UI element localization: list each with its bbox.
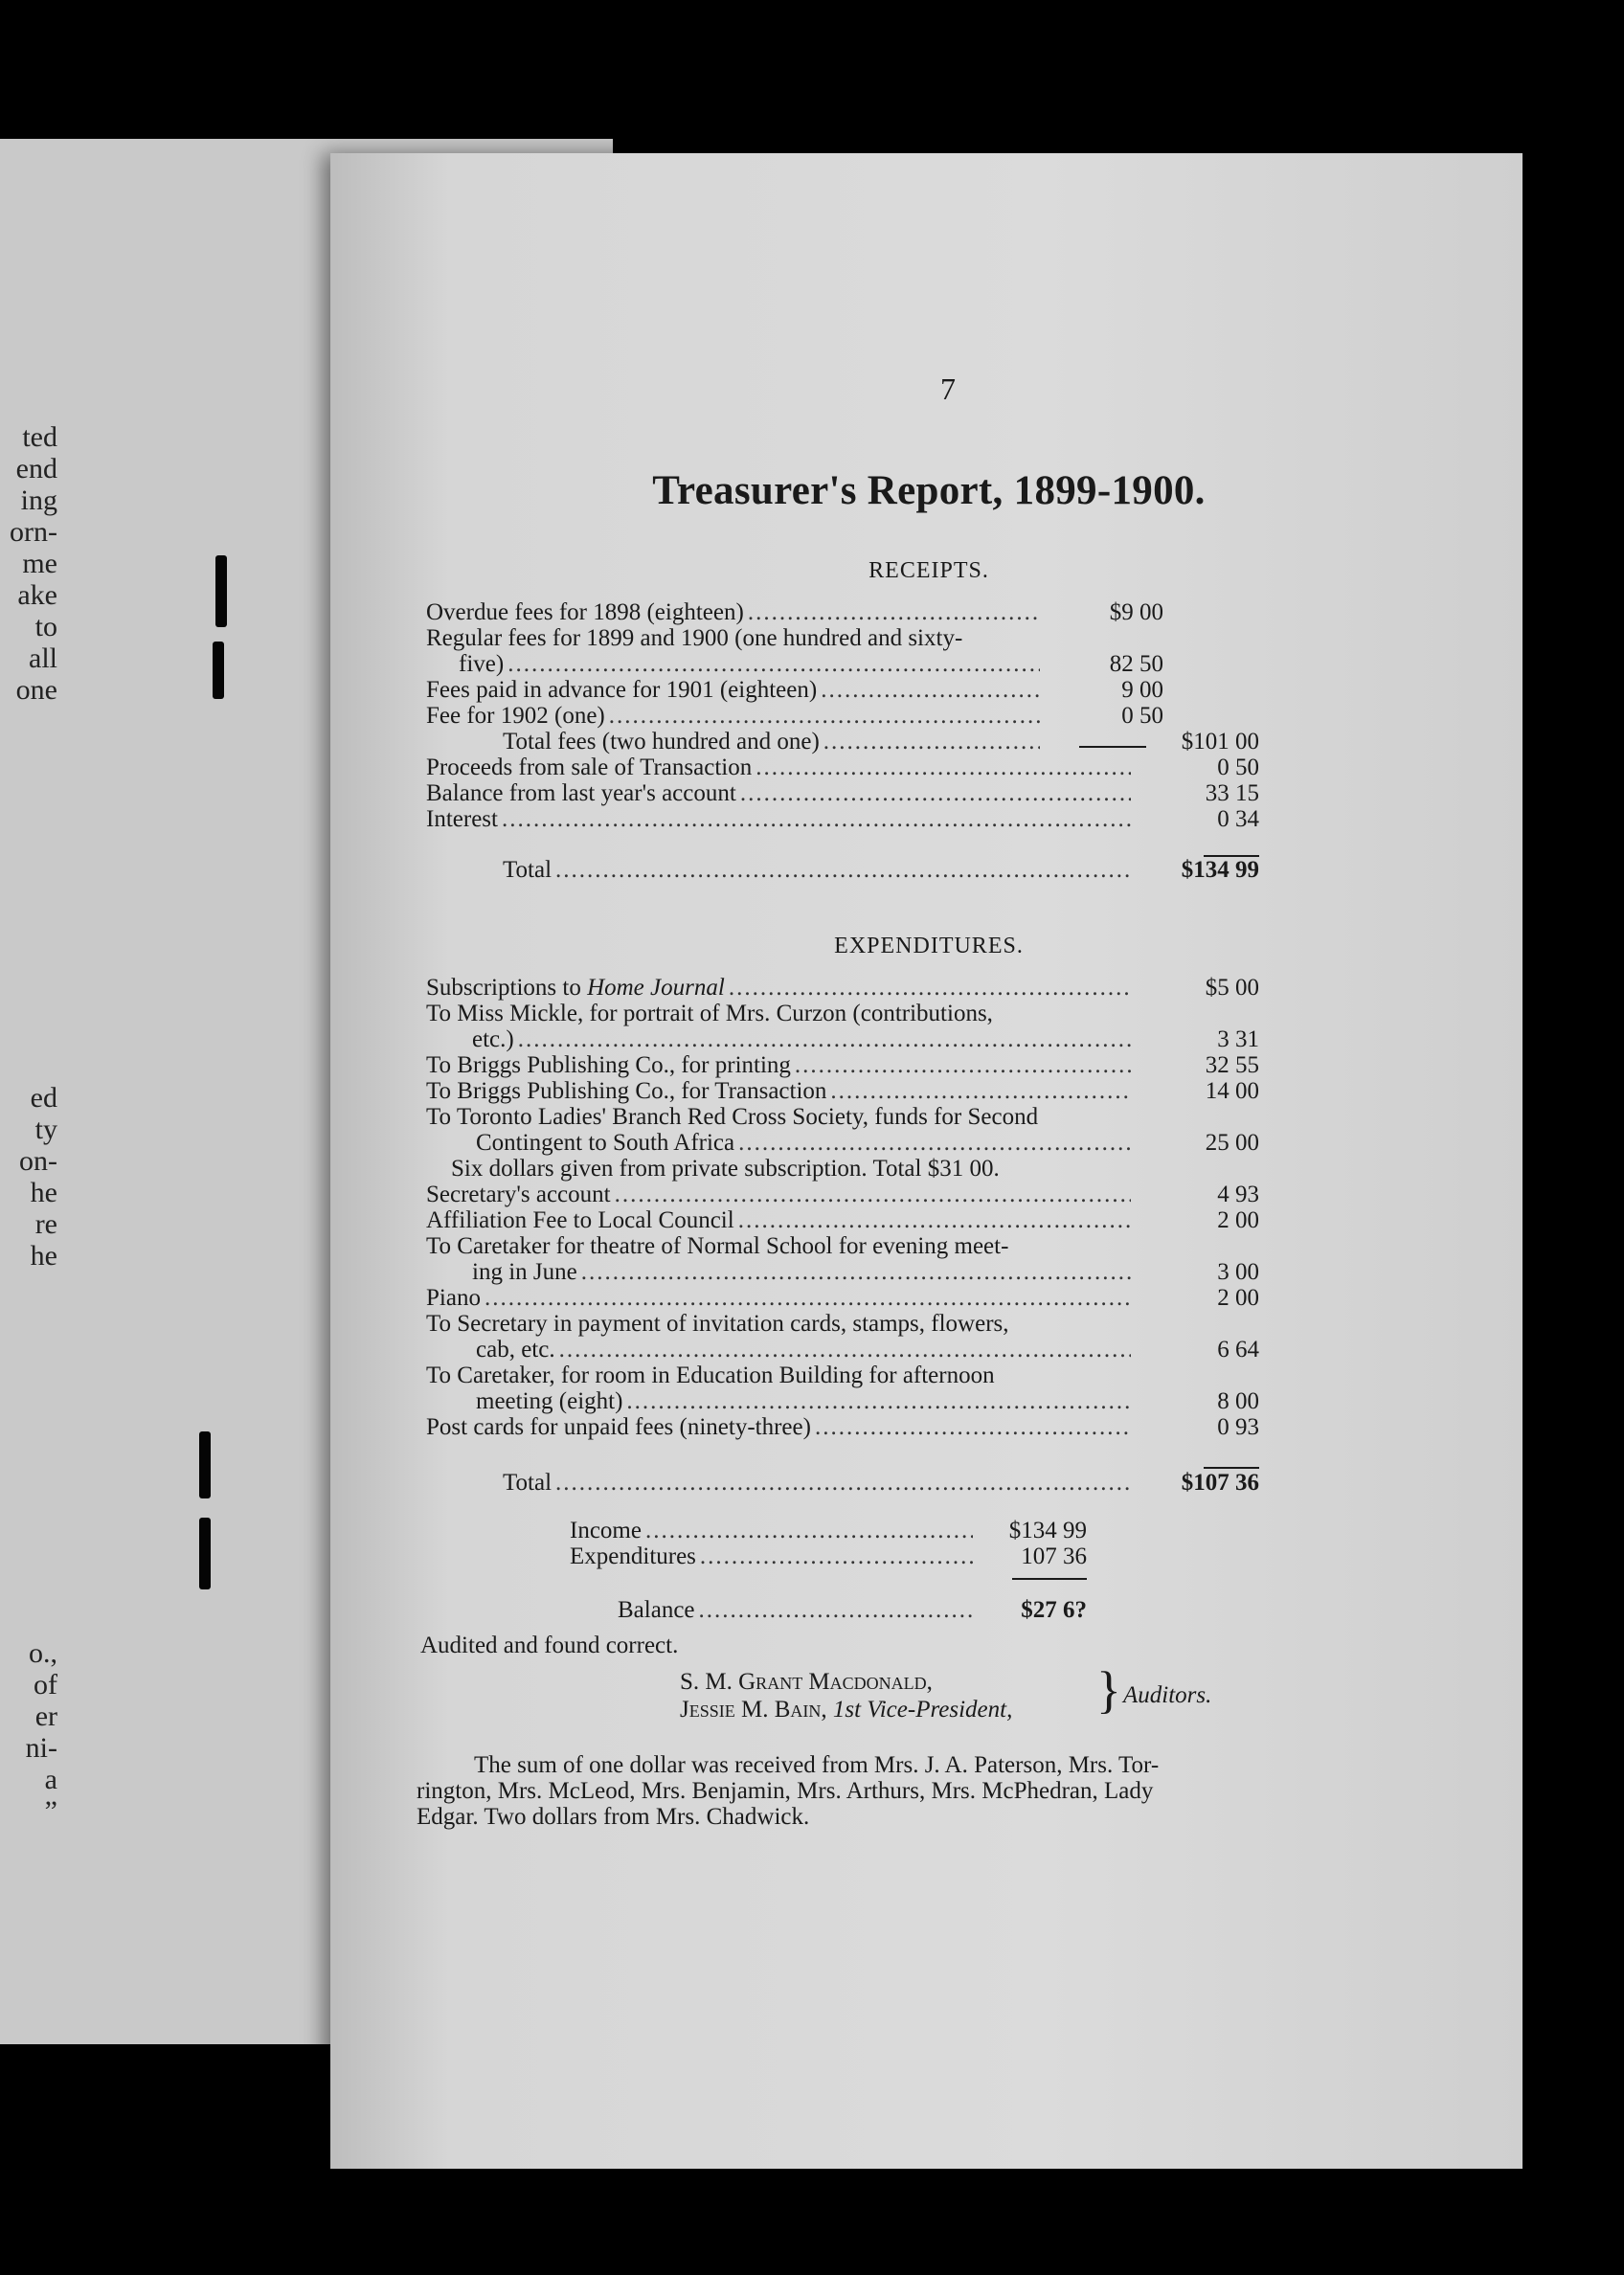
summary-income-label: Income — [570, 1518, 642, 1543]
report-page — [330, 153, 1522, 2169]
expenditure-line — [426, 1104, 1154, 1130]
binding-mark — [215, 555, 227, 627]
left-fragment: ted — [22, 421, 57, 453]
left-fragment: orn- — [10, 516, 57, 548]
receipt-line — [459, 651, 1044, 677]
receipt-line — [426, 677, 1044, 703]
left-fragment: ing — [20, 484, 57, 516]
expenditure-amount: 3 00 — [1217, 1259, 1259, 1285]
left-fragment: he — [30, 1240, 57, 1272]
expenditure-amount: $5 00 — [1205, 975, 1259, 1001]
expenditure-text: To Caretaker for theatre of Normal School for evening meet- — [426, 1233, 1009, 1259]
receipt-line — [426, 806, 1135, 832]
left-fragment: me — [22, 548, 57, 579]
expenditure-line — [426, 1078, 1135, 1104]
expenditure-line — [476, 1388, 1135, 1414]
expenditure-amount: 8 00 — [1217, 1388, 1259, 1414]
expenditure-line — [472, 1259, 1135, 1285]
expenditure-text: Subscriptions to — [426, 975, 588, 1001]
summary-income-line — [570, 1518, 977, 1543]
summary-balance-value: $27 6? — [1021, 1597, 1087, 1623]
receipt-amount: $9 00 — [1109, 599, 1163, 625]
binding-mark — [213, 642, 224, 699]
expenditure-text-italic: Home Journal — [587, 975, 725, 1001]
receipt-line — [503, 729, 1044, 755]
left-fragment: ni- — [25, 1732, 57, 1764]
expenditure-line — [426, 975, 1135, 1001]
left-fragment: ” — [44, 1795, 57, 1827]
receipt-amount: 9 00 — [1121, 677, 1163, 703]
receipt-line — [426, 703, 1044, 729]
receipt-line — [426, 780, 1135, 806]
expenditure-line — [426, 1052, 1135, 1078]
expenditure-line — [426, 1182, 1135, 1207]
expenditures-total-value: $107 36 — [1181, 1470, 1259, 1496]
binding-mark — [199, 1431, 211, 1498]
left-fragment: ty — [34, 1114, 57, 1145]
expenditure-amount: 2 00 — [1217, 1207, 1259, 1233]
receipt-text: Overdue fees for 1898 (eighteen) — [426, 599, 744, 625]
left-fragment: of — [34, 1669, 57, 1701]
expenditure-text: Contingent to South Africa — [476, 1130, 735, 1156]
expenditures-heading: EXPENDITURES. — [834, 934, 1024, 958]
auditors-label: Auditors. — [1123, 1682, 1212, 1708]
expenditure-text: To Toronto Ladies' Branch Red Cross Society, funds for Second — [426, 1104, 1039, 1130]
receipt-line — [426, 625, 1058, 651]
left-fragment: on- — [19, 1145, 57, 1177]
expenditure-text: To Briggs Publishing Co., for printing — [426, 1052, 791, 1078]
left-fragment: o., — [29, 1637, 57, 1669]
expenditure-line — [426, 1285, 1135, 1311]
expenditure-amount: 3 31 — [1217, 1026, 1259, 1052]
receipt-amount: 0 50 — [1121, 703, 1163, 729]
expenditure-line — [426, 1001, 1144, 1026]
receipt-line — [426, 755, 1135, 780]
expenditures-total-label: Total — [503, 1470, 553, 1496]
summary-expenditures-line — [570, 1543, 977, 1569]
receipt-text: Interest — [426, 806, 498, 832]
expenditure-amount: 25 00 — [1205, 1130, 1259, 1156]
auditor-title: 1st Vice-President, — [832, 1697, 1013, 1723]
left-fragment: a — [44, 1764, 57, 1795]
expenditure-amount: 14 00 — [1205, 1078, 1259, 1104]
left-fragment: er — [34, 1701, 57, 1732]
expenditure-line — [426, 1233, 1154, 1259]
receipts-heading: RECEIPTS. — [868, 558, 989, 583]
closing-line: rington, Mrs. McLeod, Mrs. Benjamin, Mrs. Arthurs, Mrs. McPhedran, Lady — [417, 1778, 1154, 1804]
expenditure-amount: 2 00 — [1217, 1285, 1259, 1311]
left-fragment: re — [34, 1208, 57, 1240]
auditor-name-line — [680, 1697, 1012, 1723]
expenditure-text: Six dollars given from private subscription. Total $31 00. — [451, 1156, 1000, 1182]
receipt-amount: 82 50 — [1109, 651, 1163, 677]
expenditure-line — [476, 1337, 1135, 1363]
closing-line: Edgar. Two dollars from Mrs. Chadwick. — [417, 1804, 810, 1830]
summary-income-value: $134 99 — [1008, 1518, 1087, 1543]
binding-mark — [199, 1518, 211, 1589]
expenditure-text: meeting (eight) — [476, 1388, 623, 1414]
expenditure-text: Affiliation Fee to Local Council — [426, 1207, 734, 1233]
expenditures-total-line — [503, 1470, 1135, 1496]
receipts-total-line — [503, 857, 1135, 883]
page-title: Treasurer's Report, 1899-1900. — [652, 468, 1206, 513]
expenditure-text: ing in June — [472, 1259, 577, 1285]
expenditure-text: etc.) — [472, 1026, 514, 1052]
left-fragment: ed — [30, 1082, 57, 1114]
receipt-text: Total fees (two hundred and one) — [503, 729, 820, 755]
report-content — [417, 153, 1432, 2169]
left-fragment: to — [34, 611, 57, 642]
expenditure-amount: 4 93 — [1217, 1182, 1259, 1207]
expenditure-line — [426, 1207, 1135, 1233]
receipt-text: Regular fees for 1899 and 1900 (one hundred and sixty- — [426, 625, 963, 651]
closing-line: The sum of one dollar was received from Mrs. J. A. Paterson, Mrs. Tor- — [474, 1752, 1160, 1778]
receipt-amount: $101 00 — [1181, 729, 1259, 755]
expenditure-line — [426, 1414, 1135, 1440]
left-fragment: one — [15, 674, 57, 706]
expenditure-text: Piano — [426, 1285, 481, 1311]
balance-rule — [1012, 1578, 1087, 1580]
receipt-text: Fees paid in advance for 1901 (eighteen) — [426, 677, 818, 703]
auditors-brace: } — [1096, 1661, 1121, 1719]
receipt-text: five) — [459, 651, 505, 677]
left-fragment: all — [29, 642, 57, 674]
left-fragment: he — [30, 1177, 57, 1208]
expenditure-line — [426, 1311, 1154, 1337]
expenditure-text: Post cards for unpaid fees (ninety-three) — [426, 1414, 811, 1440]
expenditure-amount: 6 64 — [1217, 1337, 1259, 1363]
expenditure-amount: 32 55 — [1205, 1052, 1259, 1078]
expenditure-text: To Caretaker, for room in Education Building for afternoon — [426, 1363, 995, 1388]
audit-note: Audited and found correct. — [420, 1633, 679, 1658]
auditor-name: S. M. Grant Macdonald, — [680, 1669, 933, 1695]
expenditure-text: To Secretary in payment of invitation cards, stamps, flowers, — [426, 1311, 1009, 1337]
subtotal-rule — [1079, 746, 1146, 748]
receipts-total-value: $134 99 — [1181, 857, 1259, 883]
receipt-line — [426, 599, 1044, 625]
left-fragment: end — [15, 453, 57, 484]
expenditure-amount: 0 93 — [1217, 1414, 1259, 1440]
receipt-text: Proceeds from sale of Transaction — [426, 755, 753, 780]
expenditure-note — [451, 1156, 1160, 1182]
receipt-text: Balance from last year's account — [426, 780, 736, 806]
receipt-amount: 33 15 — [1205, 780, 1259, 806]
expenditure-line — [476, 1130, 1135, 1156]
receipt-amount: 0 34 — [1217, 806, 1259, 832]
receipt-text: Fee for 1902 (one) — [426, 703, 605, 729]
summary-balance-line — [618, 1597, 977, 1623]
total-rule — [1204, 1467, 1259, 1469]
expenditure-line — [426, 1363, 1154, 1388]
receipt-amount: 0 50 — [1217, 755, 1259, 780]
expenditure-line — [472, 1026, 1135, 1052]
summary-balance-label: Balance — [618, 1597, 695, 1623]
expenditure-text: To Briggs Publishing Co., for Transaction — [426, 1078, 827, 1104]
auditor-name: Jessie M. Bain, — [680, 1697, 827, 1723]
expenditure-text: To Miss Mickle, for portrait of Mrs. Curzon (contributions, — [426, 1001, 993, 1026]
summary-expenditures-value: 107 36 — [1021, 1543, 1087, 1569]
receipts-total-label: Total — [503, 857, 553, 883]
summary-expenditures-label: Expenditures — [570, 1543, 696, 1569]
page-number: 7 — [940, 372, 956, 406]
left-page-text-fragments — [0, 139, 57, 2044]
expenditure-text: cab, etc. — [476, 1337, 555, 1363]
expenditure-text: Secretary's account — [426, 1182, 611, 1207]
left-fragment: ake — [17, 579, 57, 611]
